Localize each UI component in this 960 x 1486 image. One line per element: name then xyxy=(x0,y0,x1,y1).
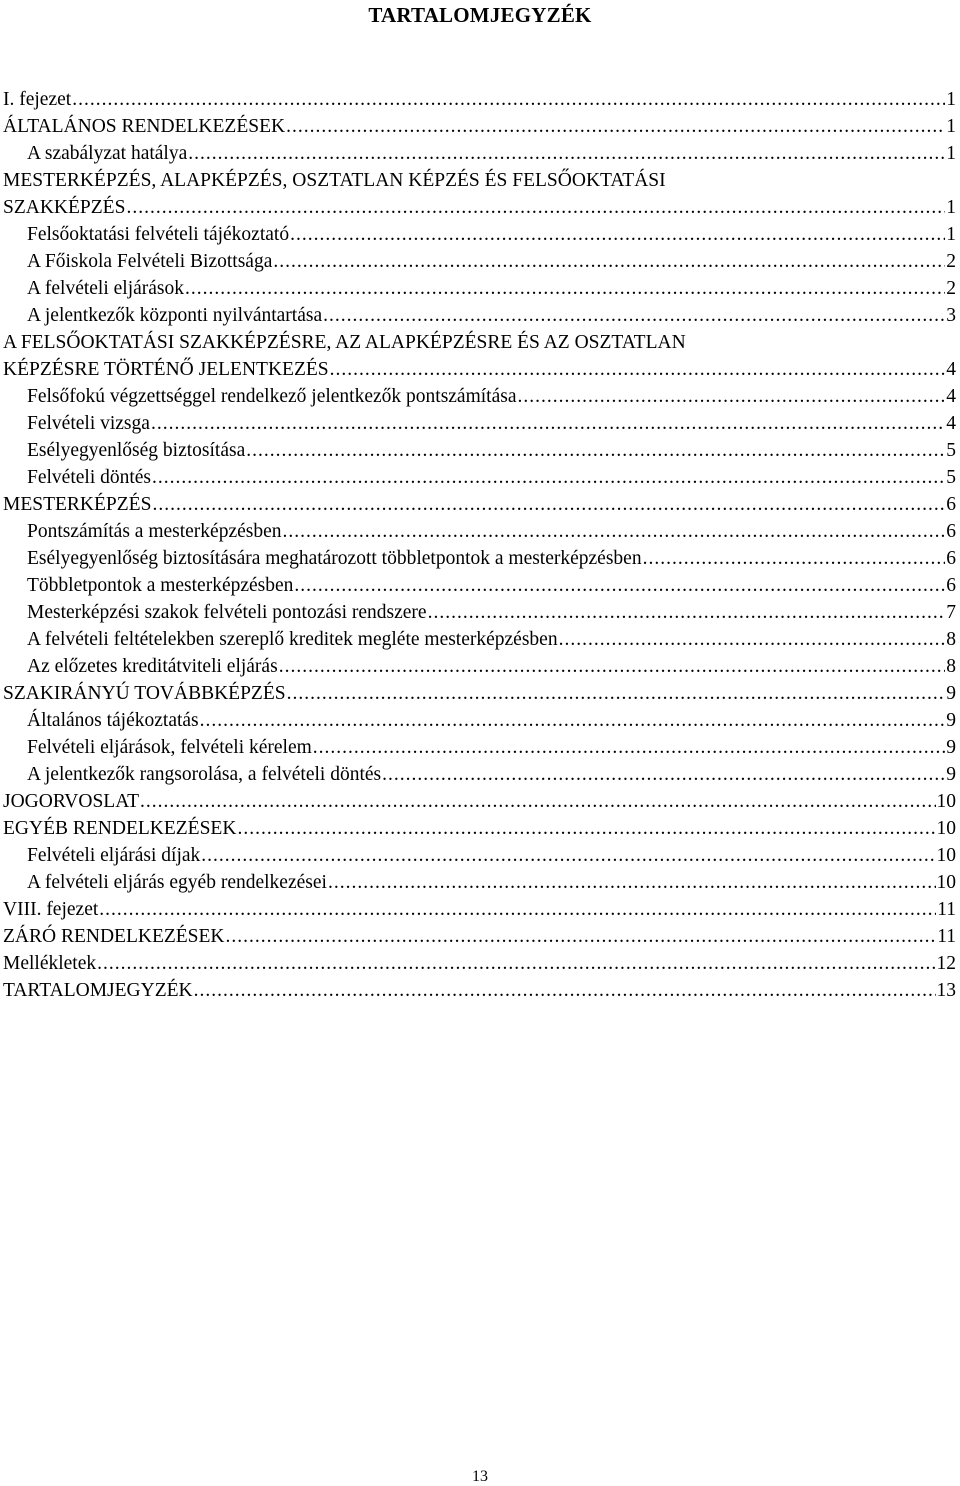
toc-leader xyxy=(194,977,936,1004)
toc-leader xyxy=(382,761,945,788)
toc-entry[interactable] xyxy=(3,950,956,977)
toc-entry-page: 10 xyxy=(936,872,956,893)
toc-leader xyxy=(283,518,946,545)
toc-leader xyxy=(323,302,945,329)
toc-entry-title: A Főiskola Felvételi Bizottsága xyxy=(27,251,273,272)
toc-entry[interactable] xyxy=(3,923,956,950)
toc-entry-title: TARTALOMJEGYZÉK xyxy=(3,980,193,1001)
toc-entry[interactable] xyxy=(3,788,956,815)
toc-entry[interactable] xyxy=(3,842,956,869)
toc-leader xyxy=(559,626,946,653)
toc-entry-page: 6 xyxy=(946,548,956,569)
toc-entry-page: 10 xyxy=(936,791,956,812)
toc-entry[interactable] xyxy=(3,707,956,734)
toc-leader xyxy=(286,113,945,140)
toc-entry[interactable] xyxy=(3,518,956,545)
toc-entry-title: Felvételi eljárások, felvételi kérelem xyxy=(27,737,312,758)
toc-entry[interactable] xyxy=(3,869,956,896)
toc-entry-title: KÉPZÉSRE TÖRTÉNŐ JELENTKEZÉS xyxy=(3,359,329,380)
toc-entry-title: Esélyegyenlőség biztosítására meghatározott többletpontok a mesterképzésben xyxy=(27,548,642,569)
toc-leader xyxy=(428,599,946,626)
toc-leader xyxy=(200,707,946,734)
toc-leader xyxy=(188,140,945,167)
toc-entry[interactable] xyxy=(3,761,956,788)
toc-entry-title: A felvételi feltételekben szereplő kreditek megléte mesterképzésben xyxy=(27,629,558,650)
page-title: TARTALOMJEGYZÉK xyxy=(368,3,592,27)
toc-leader xyxy=(97,950,935,977)
toc-entry-page: 9 xyxy=(946,683,956,704)
toc-entry[interactable] xyxy=(3,896,956,923)
toc-leader xyxy=(287,680,946,707)
toc-entry[interactable] xyxy=(3,545,956,572)
toc-entry-page: 4 xyxy=(946,413,956,434)
toc-leader xyxy=(246,437,945,464)
toc-entry-title: A FELSŐOKTATÁSI SZAKKÉPZÉSRE, AZ ALAPKÉPZÉSRE ÉS AZ OSZTATLAN xyxy=(3,332,686,353)
toc-entry-wrapped-line[interactable] xyxy=(3,329,956,356)
toc-leader xyxy=(290,221,945,248)
toc-entry[interactable] xyxy=(3,194,956,221)
toc-entry-page: 1 xyxy=(946,143,956,164)
toc-entry-title: A felvételi eljárás egyéb rendelkezései xyxy=(27,872,327,893)
toc-entry-title: Mesterképzési szakok felvételi pontozási rendszere xyxy=(27,602,427,623)
toc-entry[interactable] xyxy=(3,248,956,275)
toc-leader xyxy=(185,275,945,302)
toc-leader xyxy=(152,491,945,518)
toc-entry-title: JOGORVOSLAT xyxy=(3,791,140,812)
toc-entry-title: SZAKKÉPZÉS xyxy=(3,197,126,218)
toc-entry-page: 1 xyxy=(946,89,956,110)
toc-entry[interactable] xyxy=(3,464,956,491)
toc-entry-page: 8 xyxy=(946,656,956,677)
toc-entry-page: 1 xyxy=(946,197,956,218)
toc-leader xyxy=(313,734,945,761)
toc-entry[interactable] xyxy=(3,356,956,383)
toc-entry-page: 9 xyxy=(946,737,956,758)
toc-entry-page: 1 xyxy=(946,116,956,137)
page-number: 13 xyxy=(472,1468,488,1485)
toc-leader xyxy=(152,464,945,491)
toc-leader xyxy=(72,86,945,113)
toc-entry-title: VIII. fejezet xyxy=(3,899,99,920)
toc-entry-title: A szabályzat hatálya xyxy=(27,143,188,164)
toc-entry[interactable] xyxy=(3,302,956,329)
toc-entry[interactable] xyxy=(3,383,956,410)
toc-entry-page: 2 xyxy=(946,251,956,272)
toc-leader xyxy=(201,842,935,869)
toc-entry-title: MESTERKÉPZÉS, ALAPKÉPZÉS, OSZTATLAN KÉPZÉS ÉS FELSŐOKTATÁSI xyxy=(3,170,666,191)
toc-entry[interactable] xyxy=(3,977,956,1004)
toc-entry[interactable] xyxy=(3,572,956,599)
toc-entry-page: 3 xyxy=(946,305,956,326)
toc-entry-title: Pontszámítás a mesterképzésben xyxy=(27,521,282,542)
toc-entry-page: 11 xyxy=(937,899,956,920)
toc-entry[interactable] xyxy=(3,140,956,167)
toc-entry-page: 6 xyxy=(946,575,956,596)
table-of-contents xyxy=(3,86,956,1004)
toc-entry-page: 10 xyxy=(936,818,956,839)
toc-entry-title: Mellékletek xyxy=(3,953,97,974)
toc-leader xyxy=(226,923,937,950)
toc-entry[interactable] xyxy=(3,680,956,707)
toc-entry-page: 11 xyxy=(937,926,956,947)
toc-entry[interactable] xyxy=(3,734,956,761)
toc-entry-title: A jelentkezők rangsorolása, a felvételi döntés xyxy=(27,764,382,785)
toc-entry[interactable] xyxy=(3,491,956,518)
toc-leader xyxy=(279,653,946,680)
toc-entry-title: Felsőoktatási felvételi tájékoztató xyxy=(27,224,290,245)
toc-entry-page: 4 xyxy=(946,386,956,407)
toc-entry-page: 4 xyxy=(946,359,956,380)
toc-entry-title: A jelentkezők központi nyilvántartása xyxy=(27,305,323,326)
toc-entry[interactable] xyxy=(3,410,956,437)
toc-leader xyxy=(328,869,936,896)
toc-leader xyxy=(330,356,946,383)
toc-entry[interactable] xyxy=(3,599,956,626)
toc-leader xyxy=(237,815,935,842)
toc-entry-title: EGYÉB RENDELKEZÉSEK xyxy=(3,818,237,839)
toc-entry-page: 5 xyxy=(946,467,956,488)
toc-entry[interactable] xyxy=(3,275,956,302)
toc-entry-title: Esélyegyenlőség biztosítása xyxy=(27,440,246,461)
toc-entry-page: 9 xyxy=(946,710,956,731)
toc-entry-page: 10 xyxy=(936,845,956,866)
toc-entry-page: 2 xyxy=(946,278,956,299)
toc-entry-title: ZÁRÓ RENDELKEZÉSEK xyxy=(3,926,225,947)
toc-leader xyxy=(518,383,946,410)
toc-entry[interactable] xyxy=(3,86,956,113)
toc-entry-page: 6 xyxy=(946,494,956,515)
toc-entry-page: 7 xyxy=(946,602,956,623)
toc-entry-title: Felvételi vizsga xyxy=(27,413,150,434)
toc-entry-title: Többletpontok a mesterképzésben xyxy=(27,575,294,596)
toc-entry[interactable] xyxy=(3,626,956,653)
toc-leader xyxy=(140,788,935,815)
toc-entry-title: Felvételi döntés xyxy=(27,467,152,488)
toc-entry-page: 12 xyxy=(936,953,956,974)
toc-entry-title: Az előzetes kreditátviteli eljárás xyxy=(27,656,278,677)
toc-entry-title: MESTERKÉPZÉS xyxy=(3,494,152,515)
toc-entry-page: 1 xyxy=(946,224,956,245)
toc-leader xyxy=(151,410,945,437)
toc-leader xyxy=(273,248,945,275)
toc-entry-page: 6 xyxy=(946,521,956,542)
toc-entry[interactable] xyxy=(3,815,956,842)
toc-entry-title: Általános tájékoztatás xyxy=(27,710,199,731)
toc-leader xyxy=(643,545,946,572)
toc-entry-title: I. fejezet xyxy=(3,89,72,110)
toc-entry-wrapped-line[interactable] xyxy=(3,167,956,194)
toc-leader xyxy=(99,896,936,923)
toc-entry[interactable] xyxy=(3,653,956,680)
toc-entry-title: SZAKIRÁNYÚ TOVÁBBKÉPZÉS xyxy=(3,683,286,704)
toc-entry-title: Felvételi eljárási díjak xyxy=(27,845,201,866)
toc-entry-page: 9 xyxy=(946,764,956,785)
toc-entry-page: 8 xyxy=(946,629,956,650)
toc-entry-title: Felsőfokú végzettséggel rendelkező jelentkezők pontszámítása xyxy=(27,386,517,407)
toc-entry-title: ÁLTALÁNOS RENDELKEZÉSEK xyxy=(3,116,286,137)
toc-entry[interactable] xyxy=(3,437,956,464)
toc-entry-page: 5 xyxy=(946,440,956,461)
toc-entry[interactable] xyxy=(3,221,956,248)
toc-entry-page: 13 xyxy=(936,980,956,1001)
toc-entry-title: A felvételi eljárások xyxy=(27,278,185,299)
toc-leader xyxy=(126,194,945,221)
toc-leader xyxy=(294,572,945,599)
toc-entry[interactable] xyxy=(3,113,956,140)
